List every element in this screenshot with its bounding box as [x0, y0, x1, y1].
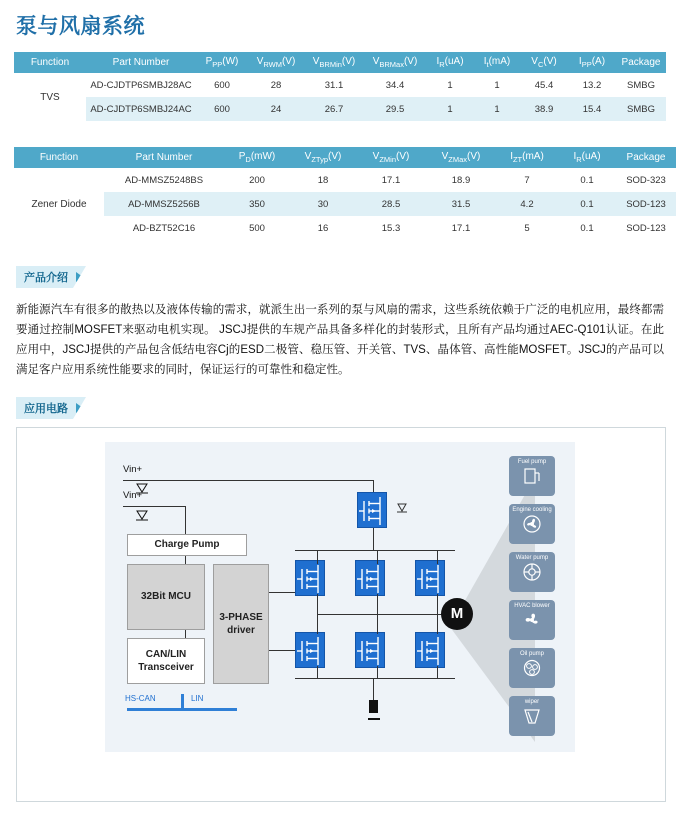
wire-driver-gate-high: [269, 592, 295, 593]
cell-function: Zener Diode: [31, 198, 87, 210]
mosfet-icon: [296, 561, 326, 597]
cell-pd: 500: [249, 222, 265, 234]
cell-vc: 45.4: [534, 79, 554, 91]
cell-function: TVS: [40, 91, 60, 103]
cell-izt: 5: [524, 222, 530, 234]
page-root: [0, 10, 680, 827]
cell-it: 1: [474, 97, 520, 121]
device-card-engine-cooling[interactable]: [509, 504, 555, 544]
cell-izt: 7: [524, 174, 530, 186]
mosfet-icon: [416, 633, 446, 669]
bus-line-vertical: [181, 694, 184, 710]
th-package: Package: [616, 147, 676, 168]
th-vzmax: $V_{ZMax}(V)$: [426, 147, 496, 168]
cell-package: SMBG: [627, 79, 655, 91]
device-label: wiper: [524, 698, 540, 705]
th-ipp: $I_{PP}(A)$: [568, 52, 616, 73]
vin-bottom-label: Vin+: [123, 489, 143, 501]
th-ir: $I_R(uA)$: [558, 147, 616, 168]
cell-ir: 0.1: [558, 192, 616, 216]
mosfet-high-u[interactable]: [295, 560, 325, 596]
mosfet-low-w[interactable]: [415, 632, 445, 668]
cell-vzmin: 28.5: [356, 192, 426, 216]
wire-shunt: [373, 678, 374, 702]
arrow-icon: [76, 403, 83, 413]
mosfet-high-w[interactable]: [415, 560, 445, 596]
section-header-intro: [16, 266, 86, 288]
circuit-diagram: [105, 442, 575, 752]
device-card-fuel-pump[interactable]: [509, 456, 555, 496]
page-title: 泵与风扇系统: [16, 15, 145, 38]
wire-phase-w-bot: [437, 666, 438, 678]
cell-package: SOD-123: [616, 192, 676, 216]
fuel-pump-icon: [520, 466, 544, 486]
wire-phase-v-bot: [377, 666, 378, 678]
cell-part-number: AD-BZT52C16: [132, 222, 196, 234]
application-circuit-panel: [16, 427, 666, 802]
cell-izt: 4.2: [496, 192, 558, 216]
cell-vzmax: 18.9: [451, 174, 471, 186]
table-row: [14, 168, 676, 192]
cell-pd: 350: [224, 192, 290, 216]
wire-motor-feed: [317, 614, 455, 615]
cell-package: SMBG: [616, 97, 666, 121]
cell-vzmin: 17.1: [381, 174, 401, 186]
device-card-water-pump[interactable]: [509, 552, 555, 592]
cell-vztyp: 16: [317, 222, 329, 234]
wire-vin-top: [123, 480, 373, 481]
device-card-oil-pump[interactable]: [509, 648, 555, 688]
arrow-icon: [76, 272, 83, 282]
cell-ppp: 600: [196, 97, 248, 121]
zener-spec-table: [14, 147, 676, 240]
table-row: [14, 216, 676, 240]
wire-bridge-bottom-rail: [295, 678, 455, 679]
th-package: Package: [616, 52, 666, 73]
wire-bridge-top-rail: [295, 550, 455, 551]
fan-icon: [521, 514, 543, 534]
mosfet-low-u[interactable]: [295, 632, 325, 668]
th-ppp: $P_{PP}(W)$: [196, 52, 248, 73]
th-vc: $V_C(V)$: [520, 52, 568, 73]
can-lin-transceiver-block: CAN/LIN Transceiver: [127, 638, 205, 684]
section-header-circuit-label: 应用电路: [24, 402, 68, 415]
lin-label: LIN: [191, 693, 204, 703]
th-part-number: Part Number: [86, 52, 196, 73]
th-ir: $I_R(uA)$: [426, 52, 474, 73]
cell-vbrmax: 34.4: [385, 79, 405, 91]
th-function: Function: [14, 52, 86, 73]
device-card-hvac-blower[interactable]: [509, 600, 555, 640]
hs-can-label: HS-CAN: [125, 693, 156, 703]
mosfet-icon: [416, 561, 446, 597]
th-part-number: Part Number: [104, 147, 224, 168]
cell-vrwm: 24: [248, 97, 304, 121]
cell-vbrmin: 31.1: [324, 79, 344, 91]
cell-vztyp: 18: [317, 174, 329, 186]
cell-ipp: 13.2: [582, 79, 602, 91]
cell-ppp: 600: [214, 79, 230, 91]
table-row: [14, 192, 676, 216]
table-row: [14, 97, 666, 121]
cell-ir: 1: [426, 97, 474, 121]
cell-vbrmax: 29.5: [364, 97, 426, 121]
th-vztyp: $V_{ZTyp}(V)$: [290, 147, 356, 168]
wire-phase-v-top: [377, 550, 378, 564]
three-phase-driver-block: 3-PHASE driver: [213, 564, 269, 684]
ground-icon: [368, 718, 380, 720]
intro-paragraph: 新能源汽车有很多的散热以及液体传输的需求，就派生出一系列的泵与风扇的需求，这些系统依赖于广泛的电机应用，最终都需要通过控制MOSFET来驱动电机实现。 JSCJ提供的车规产品具备多样化的封装形式，且所有产品均通过AEC-Q101认证。在此应用中，JSCJ提供的产品包含低结电容Cj的ESD二极管、稳压管、开关管、TVS、晶体管、高性能MOSFET。JSCJ的产品可以满足客户应用系统性能要求的同时，保证运行的可靠性和稳定性。: [16, 304, 664, 377]
mosfet-icon: [296, 633, 326, 669]
th-vrwm: $V_{RWM}(V)$: [248, 52, 304, 73]
tvs-diode-icon: [134, 481, 150, 497]
cell-part-number: AD-MMSZ5248BS: [124, 174, 204, 186]
cell-pd: 200: [249, 174, 265, 186]
cell-vbrmin: 26.7: [304, 97, 364, 121]
mosfet-protection[interactable]: [357, 492, 387, 528]
th-vbrmax: $V_{BRMax}(V)$: [364, 52, 426, 73]
th-vzmin: $V_{ZMin}(V)$: [356, 147, 426, 168]
cell-ir: 1: [447, 79, 453, 91]
cell-vztyp: 30: [290, 192, 356, 216]
th-pd: $P_D(mW)$: [224, 147, 290, 168]
cell-vzmax: 17.1: [451, 222, 471, 234]
device-label: Water pump: [515, 554, 549, 561]
cell-package: SOD-123: [626, 222, 666, 234]
cell-part-number: AD-CJDTP6SMBJ28AC: [90, 79, 192, 91]
cell-vzmin: 15.3: [381, 222, 401, 234]
section-header-intro-label: 产品介绍: [24, 272, 68, 284]
cell-ir: 0.1: [580, 174, 594, 186]
wire-driver-gate-low: [269, 650, 295, 651]
zener-diode-icon: [134, 508, 150, 524]
table-row: [14, 73, 666, 97]
cell-vrwm: 28: [270, 79, 282, 91]
cell-ir: 0.1: [580, 222, 594, 234]
cell-package: SOD-323: [626, 174, 666, 186]
mosfet-icon: [356, 561, 386, 597]
wiper-icon: [521, 706, 543, 726]
wire-phase-u-bot: [317, 666, 318, 678]
body-diode-icon: [395, 500, 409, 520]
wire-phase-u-top: [317, 550, 318, 564]
vin-top-label: Vin+: [123, 463, 143, 475]
th-izt: $I_{ZT}(mA)$: [496, 147, 558, 168]
cell-it: 1: [494, 79, 500, 91]
blower-icon: [521, 610, 543, 630]
th-function: Function: [14, 147, 104, 168]
mcu-block: 32Bit MCU: [127, 564, 205, 630]
th-it: $I_t(mA)$: [474, 52, 520, 73]
charge-pump-block: Charge Pump: [127, 534, 247, 556]
cell-part-number: AD-MMSZ5256B: [104, 192, 224, 216]
mosfet-high-v[interactable]: [355, 560, 385, 596]
table-header-row: [14, 147, 676, 168]
section-header-circuit: [16, 397, 86, 419]
cell-part-number: AD-CJDTP6SMBJ24AC: [86, 97, 196, 121]
wire-top-to-rail: [373, 528, 374, 550]
table-header-row: [14, 52, 666, 73]
device-card-wiper[interactable]: [509, 696, 555, 736]
device-label: Engine cooling: [512, 506, 552, 513]
cell-ipp: 15.4: [568, 97, 616, 121]
tvs-spec-table: [14, 52, 666, 121]
motor-symbol: M: [441, 598, 473, 630]
cell-vc: 38.9: [520, 97, 568, 121]
device-label: Fuel pump: [517, 458, 547, 465]
mosfet-icon: [356, 633, 386, 669]
oil-pump-icon: [521, 658, 543, 678]
wire-vin-bottom: [123, 506, 185, 507]
water-pump-icon: [521, 562, 543, 582]
device-label: HVAC blower: [514, 602, 550, 609]
mosfet-low-v[interactable]: [355, 632, 385, 668]
th-vbrmin: $V_{BRMin}(V)$: [304, 52, 364, 73]
shunt-resistor: [369, 700, 378, 713]
wire-phase-w-top: [437, 550, 438, 564]
mosfet-icon: [358, 493, 388, 529]
device-label: Oil pump: [519, 650, 544, 657]
cell-vzmax: 31.5: [426, 192, 496, 216]
